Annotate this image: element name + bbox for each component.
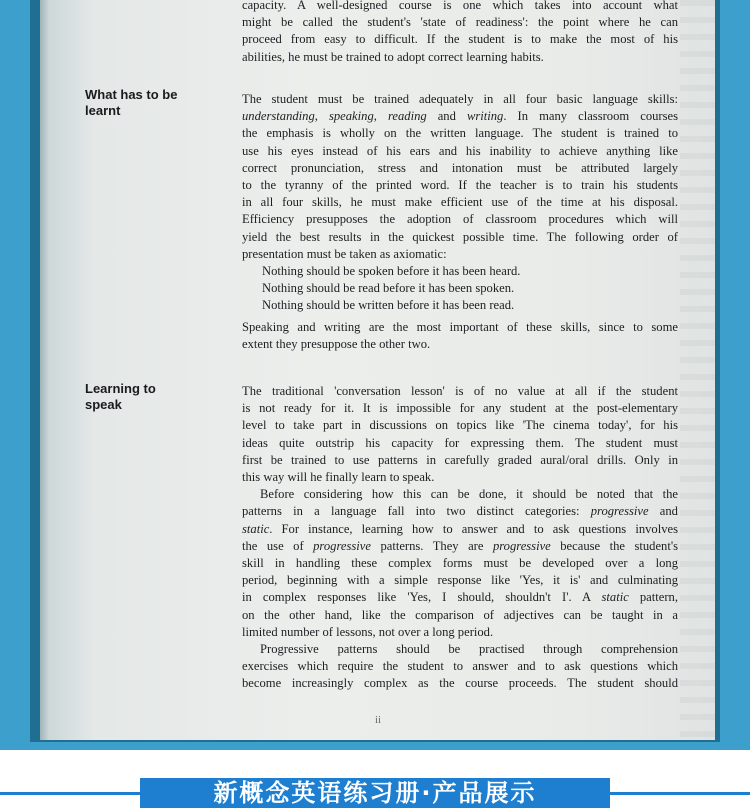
text-line: level to take part in discussions on topics like 'The cinema today', for his — [242, 418, 678, 433]
axiom-line: Nothing should be written before it has been read. — [262, 298, 515, 313]
text-line: capacity. A well-designed course is one which takes into account what — [242, 0, 678, 12]
page-number: ii — [375, 714, 382, 726]
text-line: presentation must be taken as axiomatic: — [242, 246, 447, 261]
text-line: limited number of lessons, not over a long period. — [242, 624, 494, 639]
text-line: to the tyranny of the printed word. If the teacher is to train his students — [242, 178, 678, 193]
heading-line: learnt — [85, 103, 121, 118]
heading-learning-to-speak — [85, 381, 245, 413]
heading-line: speak — [85, 397, 122, 412]
product-banner — [0, 778, 750, 807]
axiom-line: Nothing should be spoken before it has been heard. — [262, 264, 521, 279]
learnt-paragraph — [242, 91, 678, 353]
text-line: correct pronunciation, stress and intonation must be attributed largely — [242, 160, 678, 175]
text-line: yield the best results in the quickest possible time. The following order of — [242, 229, 678, 244]
text-line: Before considering how this can be done, it should be noted that the — [260, 487, 678, 502]
text-line: skill in handling these complex forms must be developed over a long — [242, 556, 678, 571]
book-page-photo — [40, 0, 715, 740]
text-line: period, beginning with a simple response like 'Yes, it is' and culminating — [242, 573, 678, 588]
text-line: first be trained to use patterns in carefully graded aural/oral drills. Only in — [242, 452, 678, 467]
text-line: become increasingly complex as the course proceeds. The student should — [242, 676, 678, 691]
text-line: understanding, speaking, reading and writing. In many classroom courses — [242, 109, 679, 124]
text-line: this way will he finally learn to speak. — [242, 470, 435, 485]
text-line: in complex responses like 'Yes, I should, shouldn't I'. A static pattern, — [242, 590, 678, 605]
text-line: the use of progressive patterns. They are progressive because the student's — [242, 538, 679, 553]
text-line: abilities, he must be trained to adopt correct learning habits. — [242, 49, 544, 64]
text-line: patterns in a language fall into two distinct categories: progressive and — [242, 504, 678, 519]
text-line: Efficiency presupposes the adoption of classroom procedures which will — [242, 212, 678, 227]
text-line: proceed from easy to difficult. If the student is to make the most of his — [242, 32, 678, 47]
axiom-line: Nothing should be read before it has been spoken. — [262, 281, 515, 296]
text-line: The student must be trained adequately in all four basic language skills: — [242, 92, 678, 106]
text-line: static. For instance, learning how to answer and to ask questions involves — [242, 521, 678, 536]
book-spine — [40, 0, 50, 740]
text-line: use his eyes instead of his ears and his inability to achieve anything like — [242, 143, 678, 158]
speak-paragraphs — [242, 383, 678, 693]
heading-what-has-to-be-learnt — [85, 87, 245, 119]
text-line: in all four skills, he must make efficient use of the time at his disposal. — [242, 195, 678, 210]
text-line: extent they presuppose the other two. — [242, 336, 431, 351]
text-line: is not ready for it. It is impossible for any student at the post-elementary — [242, 401, 678, 416]
text-line: Progressive patterns should be practised through comprehension — [260, 642, 678, 657]
text-line: ideas quite outstrip his capacity for expressing them. The student must — [242, 435, 678, 450]
text-line: on the other hand, like the comparison of adjectives can be taught in a — [242, 607, 678, 622]
heading-line: Learning to — [85, 381, 156, 396]
readiness-paragraph — [242, 0, 678, 66]
text-line: The traditional 'conversation lesson' is of no value at all if the student — [242, 384, 678, 398]
text-line: the emphasis is wholly on the written language. The student is trained to — [242, 126, 678, 141]
banner-title: 新概念英语练习册·产品展示 — [140, 778, 610, 808]
show-through-text — [680, 0, 715, 740]
text-line: Speaking and writing are the most important of these skills, since to some — [242, 319, 678, 334]
text-line: might be called the student's 'state of readiness': the point where he can — [242, 15, 678, 30]
text-line: exercises which require the student to answer and to ask questions which — [242, 659, 678, 674]
heading-line: What has to be — [85, 87, 178, 102]
